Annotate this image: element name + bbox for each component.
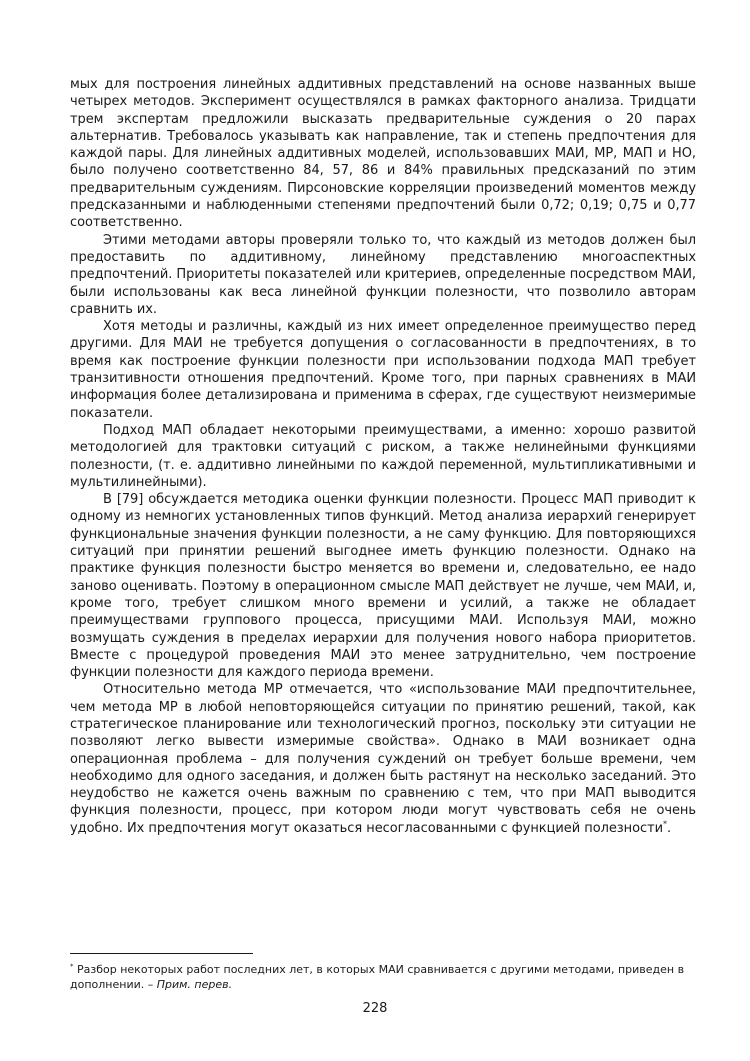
paragraph-5: В [79] обсуждается методика оценки функции полезности. Процесс МАП приводит к одному из немногих установленных типов функций. Метод анализа иерархий генерирует функциональные значения функции полезности, а не саму функцию. Для повторяющихся ситуаций при принятии решений выгоднее иметь функцию полезности. Однако на практике функция полезности быстро меняется во времени и, следовательно, ее надо заново оценивать. Поэтому в операционном смысле МАП действует не лучше, чем МАИ, и, кроме того, требует слишком много времени и усилий, а также не обладает преимуществами группового процесса, присущими МАИ. Используя МАИ, можно возмущать суждения в пределах иерархии для получения нового набора приоритетов. Вместе с процедурой проведения МАИ это менее затруднительно, чем построение функции полезности для каждого периода времени. <box>70 492 696 681</box>
main-text <box>70 76 696 837</box>
paragraph-2: Этими методами авторы проверяли только то, что каждый из методов должен был предоставить по аддитивному, линейному представлению многоаспектных предпочтений. Приоритеты показателей или критериев, определенные посредством МАИ, были использованы как веса линейной функции полезности, что позволило авторам сравнить их. <box>70 232 696 317</box>
footnote <box>70 962 696 992</box>
footnote-mark: * <box>70 962 74 971</box>
page-number: 228 <box>362 1001 388 1016</box>
paragraph-1: мых для построения линейных аддитивных представлений на основе названных выше четырех методов. Эксперимент осуществлялся в рамках факторного анализа. Тридцати трем экспертам предложили высказать предварительные суждения о 20 парах альтернатив. Требовалось указывать как направление, так и степень предпочтения для каждой пары. Для линейных аддитивных моделей, использовавших МАИ, МР, МАП и НО, было получено соответственно 84, 57, 86 и 84% правильных предсказаний по этим предварительным суждениям. Пирсоновские корреляции произведений моментов между предсказанными и наблюденными степенями предпочтений были 0,72; 0,19; 0,75 и 0,77 соответственно. <box>70 77 696 231</box>
footnote-text: Разбор некоторых работ последних лет, в которых МАИ сравнивается с другими методами, приведен в дополнении. – <box>70 963 685 991</box>
footnote-divider <box>70 953 253 954</box>
paragraph-3: Хотя методы и различны, каждый из них имеет определенное преимущество перед другими. Для МАИ не требуется допущения о согласованности в предпочтениях, в то время как построение функции полезности при использовании подхода МАП требует транзитивности отношения предпочтений. Кроме того, при парных сравнениях в МАИ информация более детализирована и применима в сферах, где существуют неизмеримые показатели. <box>70 319 696 421</box>
paragraph-4: Подход МАП обладает некоторыми преимуществами, а именно: хорошо развитой методологией для трактовки ситуаций с риском, а также нелинейными функциями полезности, (т. е. аддитивно линейными по каждой переменной, мультипликативными и мультилинейными). <box>70 422 696 490</box>
footnote-reference: * <box>663 819 667 829</box>
footnote-note: Прим. перев. <box>156 978 233 991</box>
paragraph-6: Относительно метода МР отмечается, что «использование МАИ предпочтительнее, чем метода МР в любой неповторяющейся ситуации по принятию решений, такой, как стратегическое планирование или технологический прогноз, поскольку эти ситуации не позволяют легко вывести измеримые свойства». Однако в МАИ возникает одна операционная проблема – для получения суждений он требует больше времени, чем необходимо для одного заседания, и должен быть растянут на несколько заседаний. Это неудобство не кажется очень важным по сравнению с тем, что при МАП выводится функция полезности, процесс, при котором люди могут чувствовать себя не очень удобно. Их предпочтения могут оказаться несогласованными с функцией полезности*. <box>70 682 696 836</box>
paragraph-6-text: Относительно метода МР отмечается, что «использование МАИ предпочтительнее, чем метода МР в любой неповторяющейся ситуации по принятию решений, такой, как стратегическое планирование или технологический прогноз, поскольку эти ситуации не позволяют легко вывести измеримые свойства». Однако в МАИ возникает одна операционная проблема – для получения суждений он требует больше времени, чем необходимо для одного заседания, и должен быть растянут на несколько заседаний. Это неудобство не кажется очень важным по сравнению с тем, что при МАП выводится функция полезности, процесс, при котором люди могут чувствовать себя не очень удобно. Их предпочтения могут оказаться несогласованными с функцией полезности <box>70 682 696 836</box>
